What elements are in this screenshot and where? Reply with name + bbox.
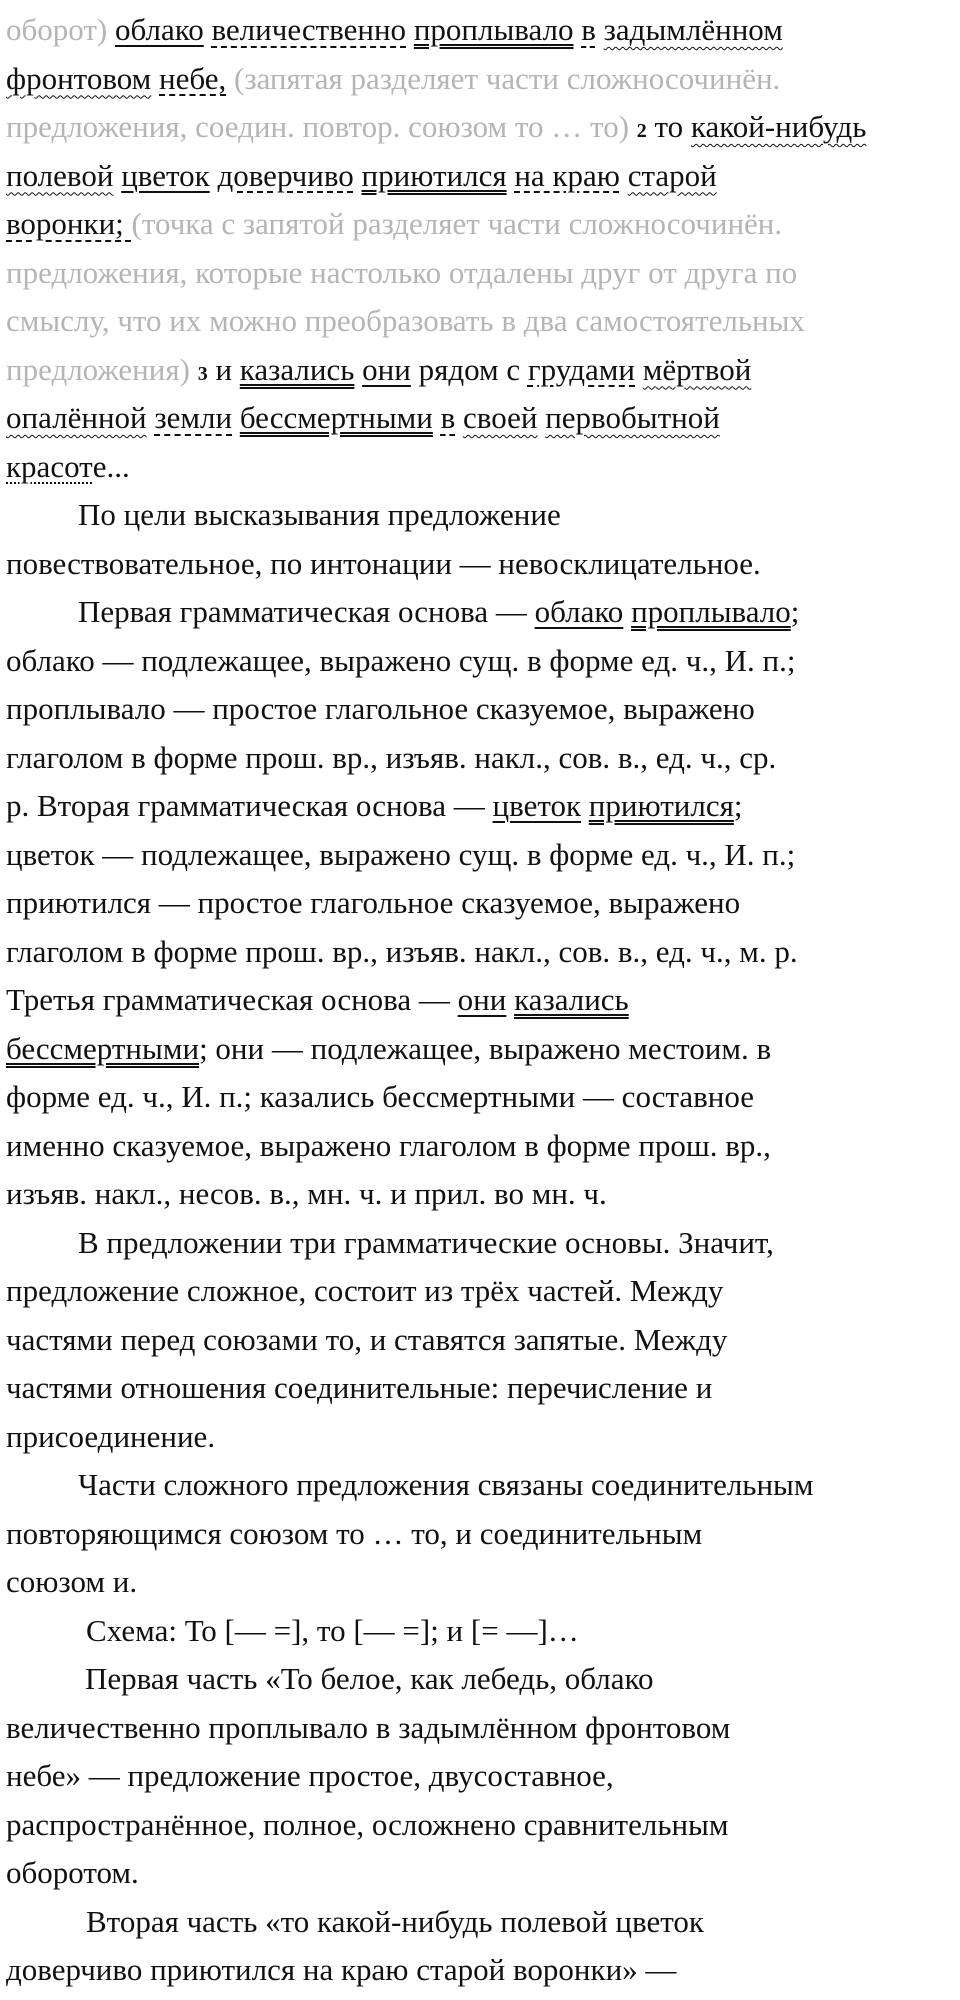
adverbial-word: в: [581, 12, 596, 47]
text-line: союзом и.: [6, 1564, 138, 1599]
text-line: доверчиво приютился на краю старой воронки» —: [6, 1952, 677, 1987]
plain-text: ;: [790, 594, 800, 629]
text-line: глаголом в форме прош. вр., изъяв. накл., сов. в., ед. ч., ср.: [6, 739, 777, 775]
text-line: именно сказуемое, выражено глаголом в форме прош. вр.,: [6, 1127, 771, 1163]
sentence-analysis: [6, 6, 954, 491]
text-line: распространённое, полное, осложнено сравнительным: [6, 1806, 729, 1842]
predicate-word: проплывало: [631, 594, 791, 629]
text-line: [6, 1025, 954, 1074]
attribute-word: мёртвой: [642, 351, 752, 387]
plain-text: то: [646, 109, 691, 144]
text-line: [6, 249, 954, 298]
text-line: В предложении три грамматические основы. Значит,: [78, 1224, 774, 1260]
gray-comment: смыслу, что их можно преобразовать в два самостоятельных: [6, 303, 805, 338]
text-line: цветок — подлежащее, выражено сущ. в форме ед. ч., И. п.;: [6, 836, 796, 872]
subject-word: цветок: [121, 157, 210, 193]
plain-text: рядом с: [410, 351, 528, 387]
text-line: частями перед союзами то, и ставятся запятые. Между: [6, 1321, 728, 1357]
text-line: проплывало — простое глагольное сказуемое, выражено: [6, 691, 755, 726]
plain-text: ; они — подлежащее, выражено местоим. в: [199, 1030, 772, 1066]
attribute-word: задымлённом: [603, 12, 783, 47]
text-line: [6, 152, 954, 201]
predicate-word: бессмертными: [239, 400, 433, 435]
attribute-word: опалённой: [6, 400, 147, 435]
text-line: Части сложного предложения связаны соединительным: [78, 1467, 814, 1502]
attribute-word: фронтовом: [6, 60, 152, 96]
adverbial-word: в: [440, 400, 456, 435]
text-line: глаголом в форме прош. вр., изъяв. накл., сов. в., ед. ч., м. р.: [6, 933, 798, 969]
subject-word: облако: [114, 12, 204, 47]
text-line: предложение сложное, состоит из трёх частей. Между: [6, 1273, 724, 1308]
text-line: [6, 443, 954, 492]
paragraph-grammar-bases: [6, 588, 954, 1219]
subject-word: они: [362, 351, 411, 387]
object-word: земли: [154, 400, 233, 435]
attribute-word: какой-нибудь: [690, 109, 867, 144]
attribute-word: своей: [463, 400, 538, 435]
text-line: повествовательное, по интонации — невосклицательное.: [6, 545, 761, 581]
predicate-word: проплывало: [413, 12, 574, 47]
gray-comment: предложения): [6, 351, 198, 387]
text-line: По цели высказывания предложение: [78, 497, 561, 532]
predicate-word: приютился: [361, 157, 507, 193]
paragraph-purpose: [6, 491, 954, 588]
adverbial-word: на краю: [514, 157, 620, 193]
gray-comment: (запятая разделяет части сложносочинён.: [226, 60, 781, 96]
predicate-word: приютился: [588, 788, 734, 823]
text-line: частями отношения соединительные: перечисление и: [6, 1370, 713, 1405]
text-line: [6, 297, 954, 346]
text-line: Вторая часть «то какой-нибудь полевой цветок: [86, 1903, 704, 1939]
text-line: [6, 782, 954, 831]
gray-comment: предложения, которые настолько отдалены друг от друга по: [6, 254, 798, 290]
paragraph-structure: [6, 1219, 954, 1462]
attribute-word: первобытной: [545, 400, 720, 435]
predicate-word: бессмертными: [6, 1030, 200, 1066]
adverbial-word: красот: [6, 448, 93, 484]
plain-text: Первая грамматическая основа —: [78, 594, 535, 629]
text-line: форме ед. ч., И. п.; казались бессмертными — составное: [6, 1079, 755, 1114]
adverbial-word: грудами: [527, 351, 635, 387]
text-line: оборотом.: [6, 1855, 139, 1890]
subject-word: облако: [534, 594, 624, 629]
text-line: повторяющимся союзом то … то, и соединительным: [6, 1515, 703, 1551]
text-line: Первая часть «То белое, как лебедь, облако: [85, 1661, 654, 1696]
plain-text: е...: [92, 448, 130, 484]
text-line: приютился — простое глагольное сказуемое, выражено: [6, 885, 741, 920]
adverbial-word: доверчиво: [217, 157, 354, 193]
adverbial-word: величественно: [211, 12, 407, 47]
predicate-word: казались: [514, 982, 629, 1017]
plain-text: ;: [733, 788, 743, 823]
text-line: величественно проплывало в задымлённом фронтовом: [6, 1709, 731, 1745]
paragraph-first-part: [6, 1655, 954, 1898]
gray-comment: предложения, соедин. повтор. союзом то … то): [6, 109, 637, 144]
text-line: [6, 394, 954, 443]
text-line: [6, 55, 954, 104]
subject-word: они: [457, 982, 507, 1017]
text-line: [6, 103, 954, 152]
subject-word: цветок: [492, 788, 582, 823]
attribute-word: полевой: [6, 157, 114, 193]
text-line: изъяв. накл., несов. в., мн. ч. и прил. во мн. ч.: [6, 1176, 607, 1211]
paragraph-second-part: [6, 1898, 954, 1995]
text-line: [6, 6, 954, 55]
part-number: 3: [197, 362, 208, 385]
text-line: присоединение.: [6, 1418, 216, 1454]
plain-text: р. Вторая грамматическая основа —: [6, 788, 493, 823]
text-line: облако — подлежащее, выражено сущ. в форме ед. ч., И. п.;: [6, 642, 796, 678]
sentence-scheme: Схема: То [— =], то [— =]; и [= —]…: [86, 1612, 579, 1648]
paragraph-conjunctions: [6, 1461, 954, 1607]
predicate-word: казались: [239, 351, 355, 387]
text-line: небе» — предложение простое, двусоставное,: [6, 1758, 614, 1793]
text-line: [6, 346, 954, 395]
text-line: [6, 588, 954, 637]
plain-text: и: [207, 351, 240, 387]
text-line: [6, 976, 954, 1025]
gray-comment: (точка с запятой разделяет части сложносочинён.: [131, 206, 783, 241]
attribute-word: старой: [627, 157, 717, 193]
text-line: [6, 200, 954, 249]
part-number: 2: [636, 120, 647, 142]
adverbial-word: воронки;: [6, 206, 132, 241]
gray-comment: оборот): [6, 12, 115, 47]
plain-text: Третья грамматическая основа —: [6, 982, 458, 1017]
adverbial-word: небе,: [159, 60, 227, 96]
